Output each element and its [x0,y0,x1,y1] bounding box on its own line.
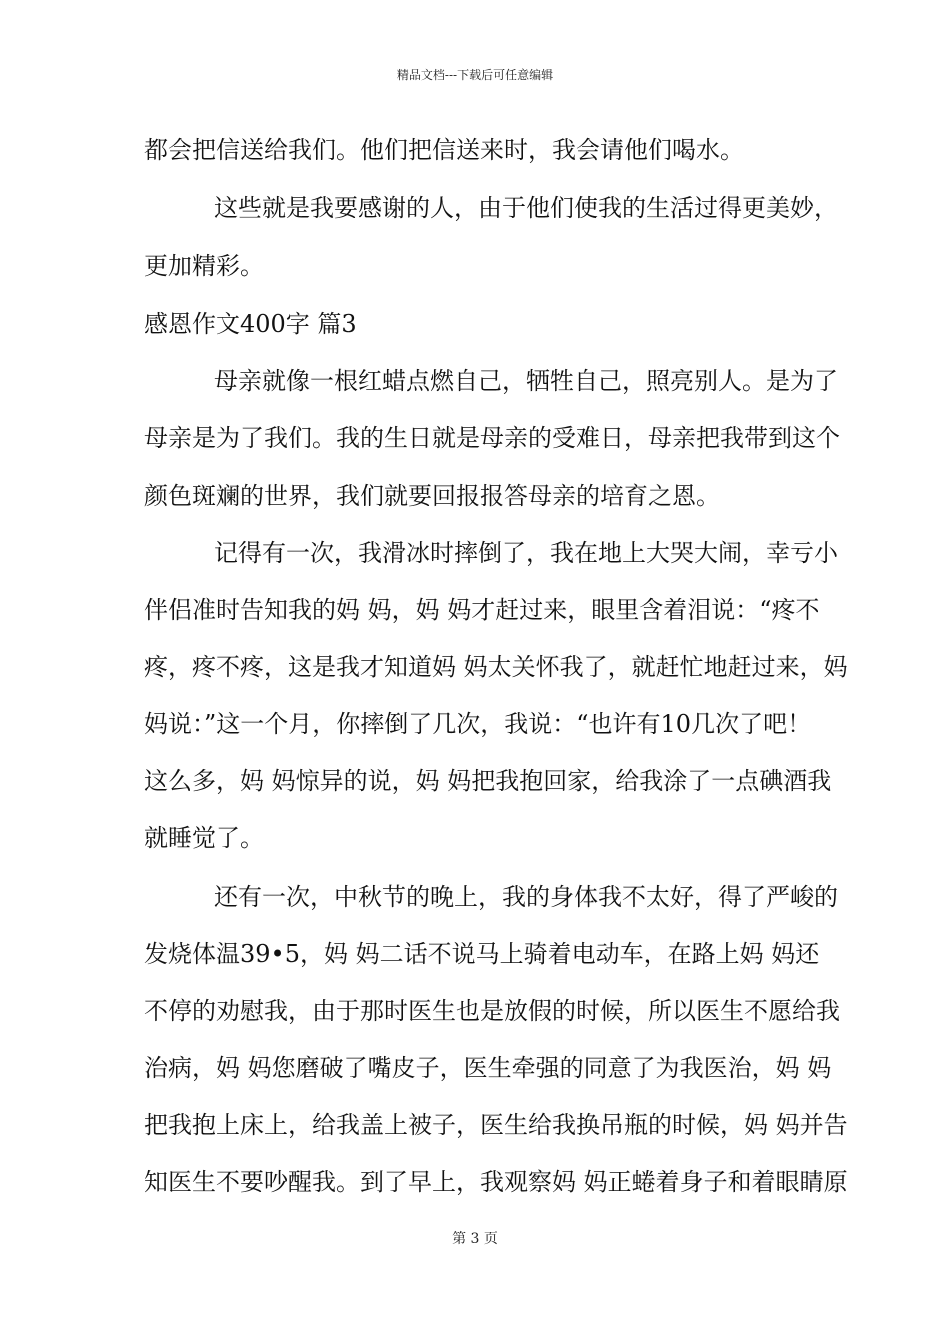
text-line: 就睡觉了。 [144,824,264,852]
text-line: 妈说：”这一个月，你摔倒了几次，我说：“也许有10几次了吧！ [144,710,812,738]
text-line: 不停的劝慰我，由于那时医生也是放假的时候，所以医生不愿给我 [144,997,840,1025]
page-number: 第 3 页 [452,1231,498,1247]
page-header: 精品文档---下载后可任意编辑 [396,68,554,82]
text-line: 治病，妈 妈您磨破了嘴皮子，医生牵强的同意了为我医治，妈 妈 [144,1054,832,1082]
text-line: 母亲是为了我们。我的生日就是母亲的受难日，母亲把我带到这个 [144,424,840,452]
text-line: 发烧体温39•5，妈 妈二话不说马上骑着电动车，在路上妈 妈还 [144,940,820,968]
section-heading: 感恩作文400字 篇3 [144,310,357,338]
text-line: 都会把信送给我们。他们把信送来时，我会请他们喝水。 [144,136,744,164]
text-line: 疼，疼不疼，这是我才知道妈 妈太关怀我了，就赶忙地赶过来，妈 [144,653,848,681]
text-line: 伴侣准时告知我的妈 妈，妈 妈才赶过来，眼里含着泪说：“疼不 [144,596,820,624]
text-line: 颜色斑斓的世界，我们就要回报报答母亲的培育之恩。 [144,482,720,510]
text-line: 还有一次，中秋节的晚上，我的身体我不太好，得了严峻的 [214,883,838,911]
text-line: 记得有一次，我滑冰时摔倒了，我在地上大哭大闹，幸亏小 [214,539,838,567]
text-line: 把我抱上床上，给我盖上被子，医生给我换吊瓶的时候，妈 妈并告 [144,1111,848,1139]
text-line: 这些就是我要感谢的人，由于他们使我的生活过得更美妙， [214,194,838,222]
text-line: 母亲就像一根红蜡点燃自己，牺牲自己，照亮别人。是为了 [214,367,838,395]
text-line: 更加精彩。 [144,252,264,280]
text-line: 知医生不要吵醒我。到了早上，我观察妈 妈正蜷着身子和着眼睛原 [144,1168,848,1196]
text-line: 这么多，妈 妈惊异的说，妈 妈把我抱回家，给我涂了一点碘酒我 [144,767,832,795]
